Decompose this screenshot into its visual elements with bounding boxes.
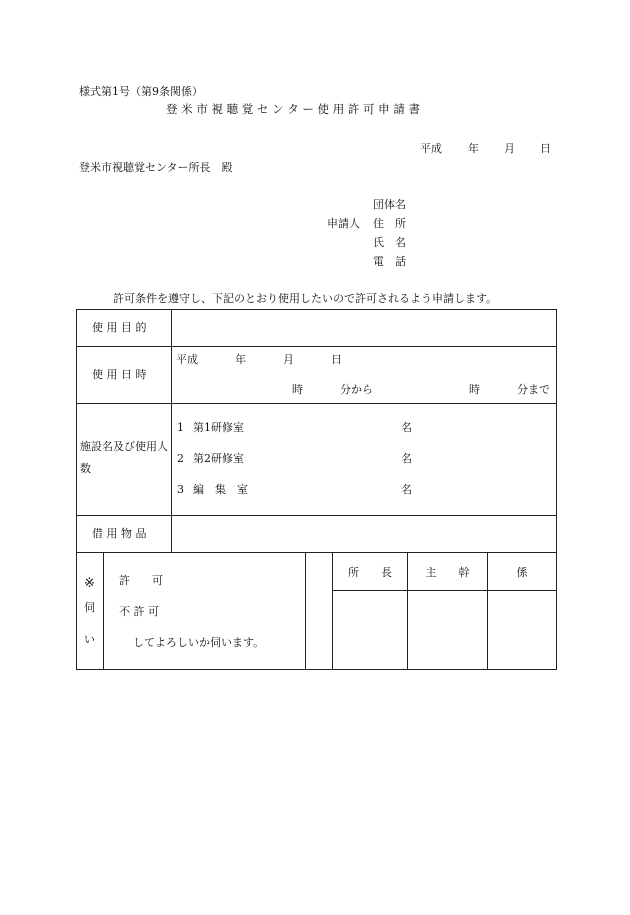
seal-box-director[interactable]: [333, 591, 407, 669]
applicant-field-group: 団体名: [373, 198, 406, 211]
date-year: 年: [468, 142, 479, 155]
to-minute: 分まで: [517, 383, 550, 396]
approval-header-chief: 主 幹: [425, 566, 470, 579]
facility-row[interactable]: [172, 484, 556, 500]
seal-box-staff[interactable]: [488, 591, 556, 669]
deny-option[interactable]: 不 許 可: [119, 605, 159, 618]
facility-name: 編 集 室: [193, 483, 248, 496]
facility-unit: 名: [401, 483, 412, 496]
facility-list: [172, 404, 556, 515]
approval-side-label-1: 伺: [84, 601, 95, 614]
page-title: 登 米 市 視 聴 覚 セ ン タ ー 使 用 許 可 申 請 書: [166, 102, 420, 116]
datetime-era: 平成: [176, 353, 198, 366]
facility-no: 2: [177, 452, 184, 465]
date-era: 平成: [420, 142, 442, 155]
applicant-label: 申請人: [327, 217, 360, 230]
approval-side-label-2: い: [84, 633, 95, 646]
facility-row[interactable]: [172, 453, 556, 469]
datetime-field[interactable]: [172, 347, 556, 403]
applicant-field-phone: 電 話: [373, 255, 406, 268]
from-hour: 時: [292, 383, 303, 396]
from-minute: 分から: [340, 383, 373, 396]
facility-row[interactable]: [172, 422, 556, 438]
facility-name: 第1研修室: [193, 421, 244, 434]
applicant-field-name: 氏 名: [373, 236, 406, 249]
equipment-field[interactable]: [172, 516, 556, 552]
facility-unit: 名: [401, 421, 412, 434]
datetime-month: 月: [283, 353, 294, 366]
facility-label: 施設名及び使用人数: [80, 440, 168, 475]
facility-unit: 名: [401, 452, 412, 465]
permit-option[interactable]: 許 可: [119, 574, 163, 587]
seal-box-chief[interactable]: [408, 591, 487, 669]
applicant-field-address: 住 所: [373, 217, 406, 230]
form-number: 様式第1号（第9条関係）: [79, 85, 203, 98]
date-day: 日: [540, 142, 551, 155]
equipment-label: 借 用 物 品: [92, 527, 147, 540]
approval-header-director: 所 長: [348, 566, 392, 579]
date-month: 月: [504, 142, 515, 155]
addressee: 登米市視聴覚センター所長 殿: [79, 161, 233, 174]
purpose-label: 使 用 目 的: [92, 321, 147, 334]
facility-no: 1: [177, 421, 184, 434]
to-hour: 時: [469, 383, 480, 396]
datetime-year: 年: [235, 353, 246, 366]
facility-name: 第2研修室: [193, 452, 244, 465]
purpose-field[interactable]: [172, 310, 556, 346]
datetime-label: 使 用 日 時: [92, 368, 147, 381]
request-text: してよろしいか伺います。: [133, 636, 265, 649]
approval-mark: ※: [84, 576, 95, 591]
statement: 許可条件を遵守し、下記のとおり使用したいので許可されるよう申請します。: [113, 292, 498, 305]
approval-header-staff: 係: [516, 566, 528, 579]
facility-no: 3: [177, 483, 184, 496]
datetime-day: 日: [331, 353, 342, 366]
